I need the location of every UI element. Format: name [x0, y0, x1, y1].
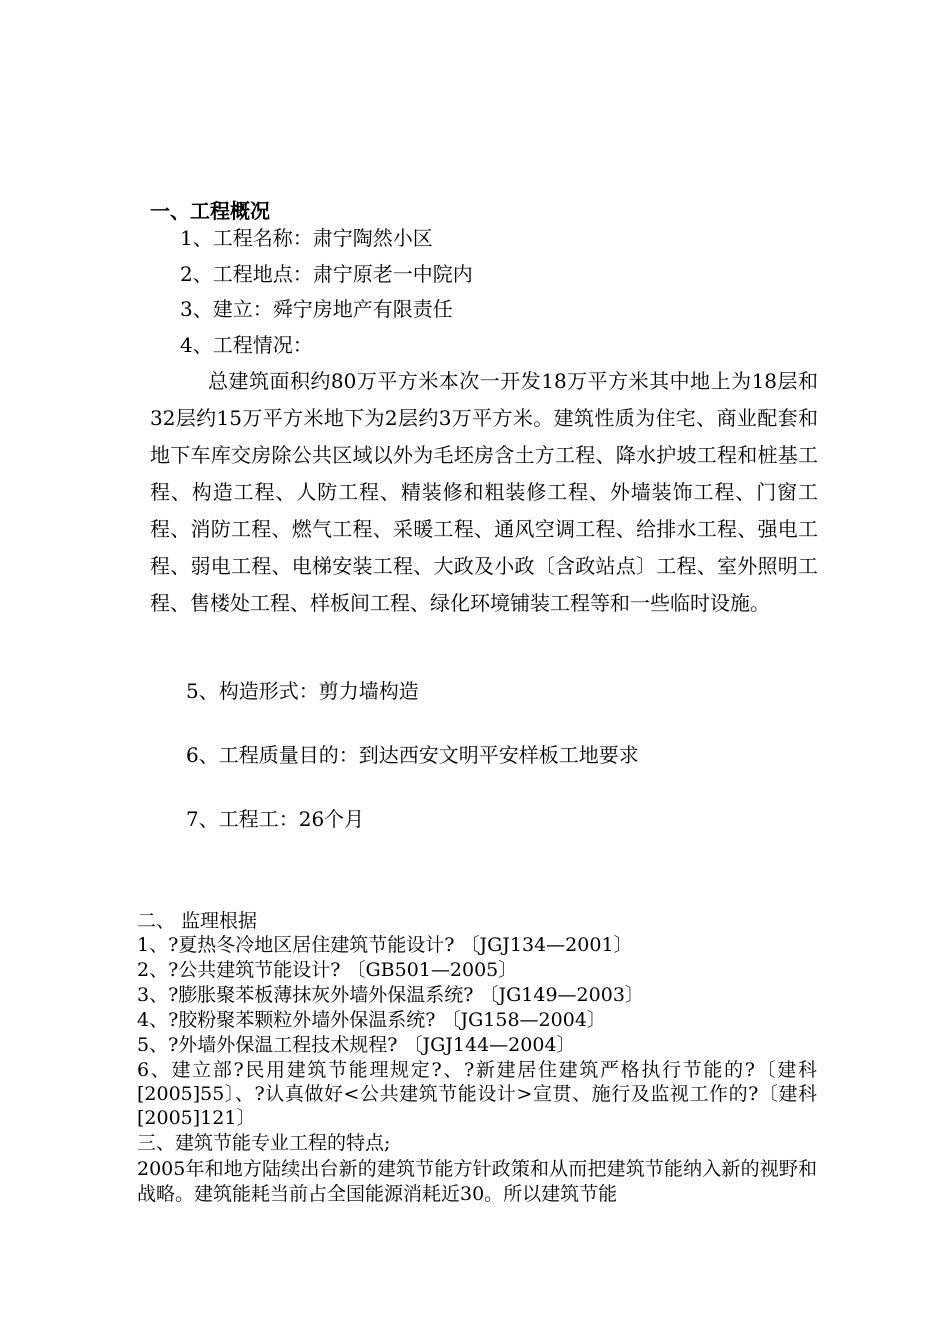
reference-item: 3、?膨胀聚苯板薄抹灰外墙外保温系统? 〔JG149—2003〕	[137, 984, 644, 1006]
project-situation-item: 4、工程情况：	[180, 333, 313, 357]
structure-form-item: 5、构造形式：剪力墙构造	[186, 679, 419, 703]
features-paragraph: 2005年和地方陆续出台新的建筑节能方针政策和从而把建筑节能纳入新的视野和战略。建筑能耗当前占全国能源消耗近30。所以建筑节能	[137, 1158, 817, 1205]
reference-item: 5、?外墙外保温工程技术规程? 〔JGJ144—2004〕	[137, 1034, 576, 1056]
section-heading-basis: 二、 监理根据	[137, 910, 258, 932]
section-heading-features: 三、建筑节能专业工程的特点;	[137, 1132, 391, 1154]
duration-item: 7、工程工：26个月	[186, 807, 365, 831]
project-location-item: 2、工程地点：肃宁原老一中院内	[180, 262, 473, 286]
reference-item: 1、?夏热冬冷地区居住建筑节能设计? 〔JGJ134—2001〕	[137, 934, 633, 956]
project-name-item: 1、工程名称：肃宁陶然小区	[180, 226, 433, 250]
reference-item: 4、?胶粉聚苯颗粒外墙外保温系统? 〔JG158—2004〕	[137, 1009, 606, 1031]
reference-item: 2、?公共建筑节能设计? 〔GB501—2005〕	[137, 959, 518, 981]
project-overview-paragraph: 总建筑面积约80万平方米本次一开发18万平方米其中地上为18层和32层约15万平方米地下为2层约3万平方米。建筑性质为住宅、商业配套和地下车库交房除公共区域以外为毛坯房含土方工程、降水护坡工程和桩基工程、构造工程、人防工程、精装修和粗装修工程、外墙装饰工程、门窗工程、消防工程、燃气工程、采暖工程、通风空调工程、给排水工程、强电工程、弱电工程、电梯安装工程、大政及小政〔含政站点〕工程、室外照明工程、售楼处工程、样板间工程、绿化环境铺装工程等和一些临时设施。	[150, 369, 818, 615]
section-heading-overview: 一、工程概况	[150, 199, 270, 223]
quality-goal-item: 6、工程质量目的：到达西安文明平安样板工地要求	[186, 743, 639, 767]
project-builder-item: 3、建立：舜宁房地产有限责任	[180, 297, 453, 321]
reference-item-regulations: 6、建立部?民用建筑节能理规定?、?新建居住建筑严格执行节能的?〔建科[2005]55〕、?认真做好<公共建筑节能设计>宣贯、施行及监视工作的?〔建科[2005]121〕	[137, 1059, 817, 1129]
